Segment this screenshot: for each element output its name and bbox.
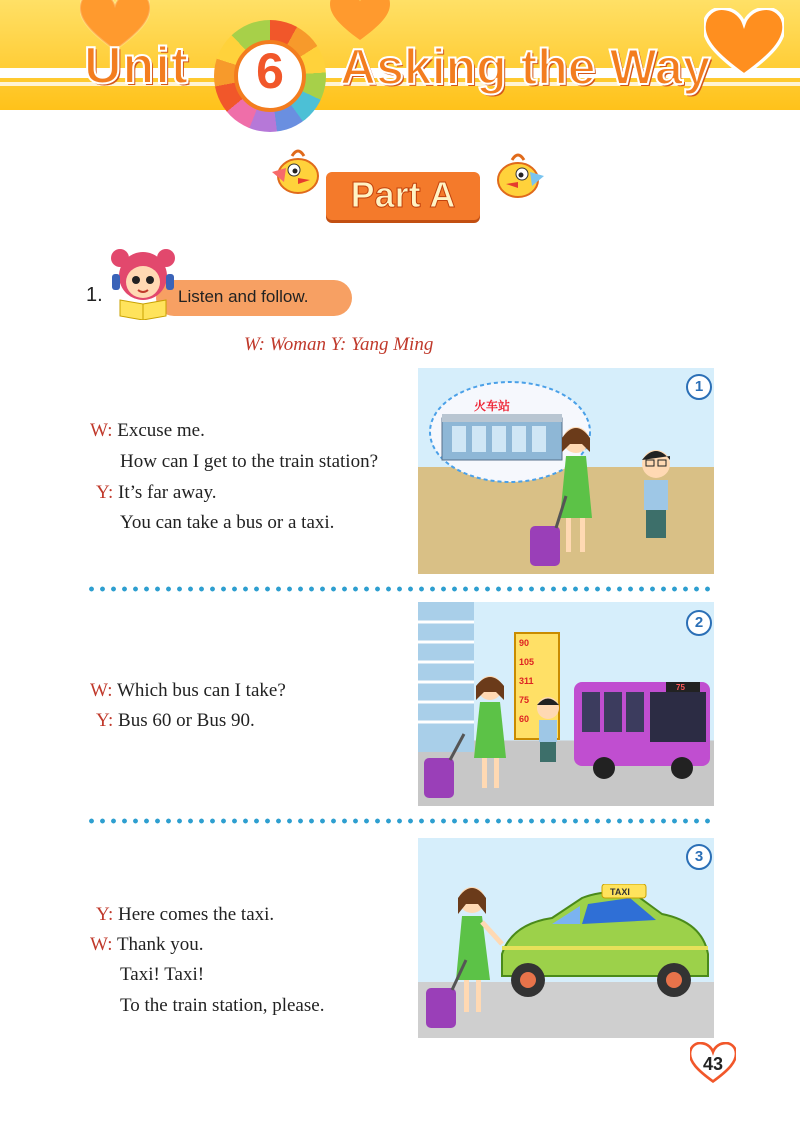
unit-number: 6 [256, 43, 284, 99]
dialogue-line [120, 995, 324, 1017]
bird-icon [268, 146, 326, 198]
dialogue-line [90, 934, 203, 956]
line-text: Here comes the taxi. [118, 904, 275, 925]
boy-yang-ming [630, 448, 680, 544]
line-text: It’s far away. [118, 482, 217, 503]
unit-title: Asking the Way [340, 39, 711, 95]
bus-route-number: 105 [519, 657, 535, 667]
scene-number-2: 2 [686, 610, 712, 636]
dialogue-line [120, 451, 378, 473]
scene-number-1: 1 [686, 374, 712, 400]
bus-route-number: 60 [519, 714, 530, 724]
unit-label: Unit [84, 37, 190, 95]
line-text: To the train station, please. [120, 995, 325, 1016]
activity-number: 1. [86, 284, 103, 306]
activity-instruction: Listen and follow. [178, 287, 309, 306]
dialogue-line [96, 904, 274, 926]
bird-icon [490, 150, 548, 202]
dialogue-line [90, 420, 205, 442]
line-text: Excuse me. [117, 420, 205, 441]
dialogue-line [90, 680, 286, 702]
taxi-car [492, 884, 714, 1008]
page-number: 43 [702, 1054, 724, 1074]
line-text: Thank you. [116, 934, 204, 955]
bus-number-display: 75 [676, 683, 685, 692]
station-sign: 火车站 [474, 399, 511, 413]
bus-route-number: 90 [519, 638, 530, 648]
dialogue-line [120, 964, 204, 986]
woman-with-suitcase [420, 674, 520, 804]
bus-route-number: 75 [519, 695, 530, 705]
speaker-tag: Y: [96, 482, 114, 503]
dialogue-line [120, 512, 334, 534]
heart-icon [330, 0, 390, 42]
dotted-divider [86, 818, 716, 824]
speaker-tag: W: [90, 420, 113, 441]
woman-with-suitcase [526, 422, 616, 572]
speaker-tag: W: [90, 680, 113, 701]
line-text: Taxi! Taxi! [120, 964, 205, 985]
speaker-tag: Y: [96, 710, 114, 731]
scene-number-3: 3 [686, 844, 712, 870]
line-text: You can take a bus or a taxi. [120, 512, 335, 533]
scene-2-illustration [418, 602, 714, 806]
part-title: Part A [350, 174, 456, 215]
bus-route-number: 311 [519, 676, 534, 686]
line-text: Bus 60 or Bus 90. [118, 710, 255, 731]
reader-mascot-icon [108, 244, 178, 320]
scene-1-illustration [418, 368, 714, 574]
dotted-divider [86, 586, 716, 592]
speaker-tag: Y: [96, 904, 114, 925]
dialogue-line [96, 710, 255, 732]
speaker-tag: W: [90, 934, 113, 955]
line-text: How can I get to the train station? [120, 451, 379, 472]
dialogue-line [96, 482, 217, 504]
city-bus [570, 676, 714, 782]
taxi-roof-sign: TAXI [610, 887, 630, 897]
line-text: Which bus can I take? [116, 680, 286, 701]
boy-yang-ming [530, 696, 566, 766]
speaker-legend: W: Woman Y: Yang Ming [244, 334, 434, 355]
scene-3-illustration [418, 838, 714, 1038]
heart-icon [704, 8, 784, 78]
